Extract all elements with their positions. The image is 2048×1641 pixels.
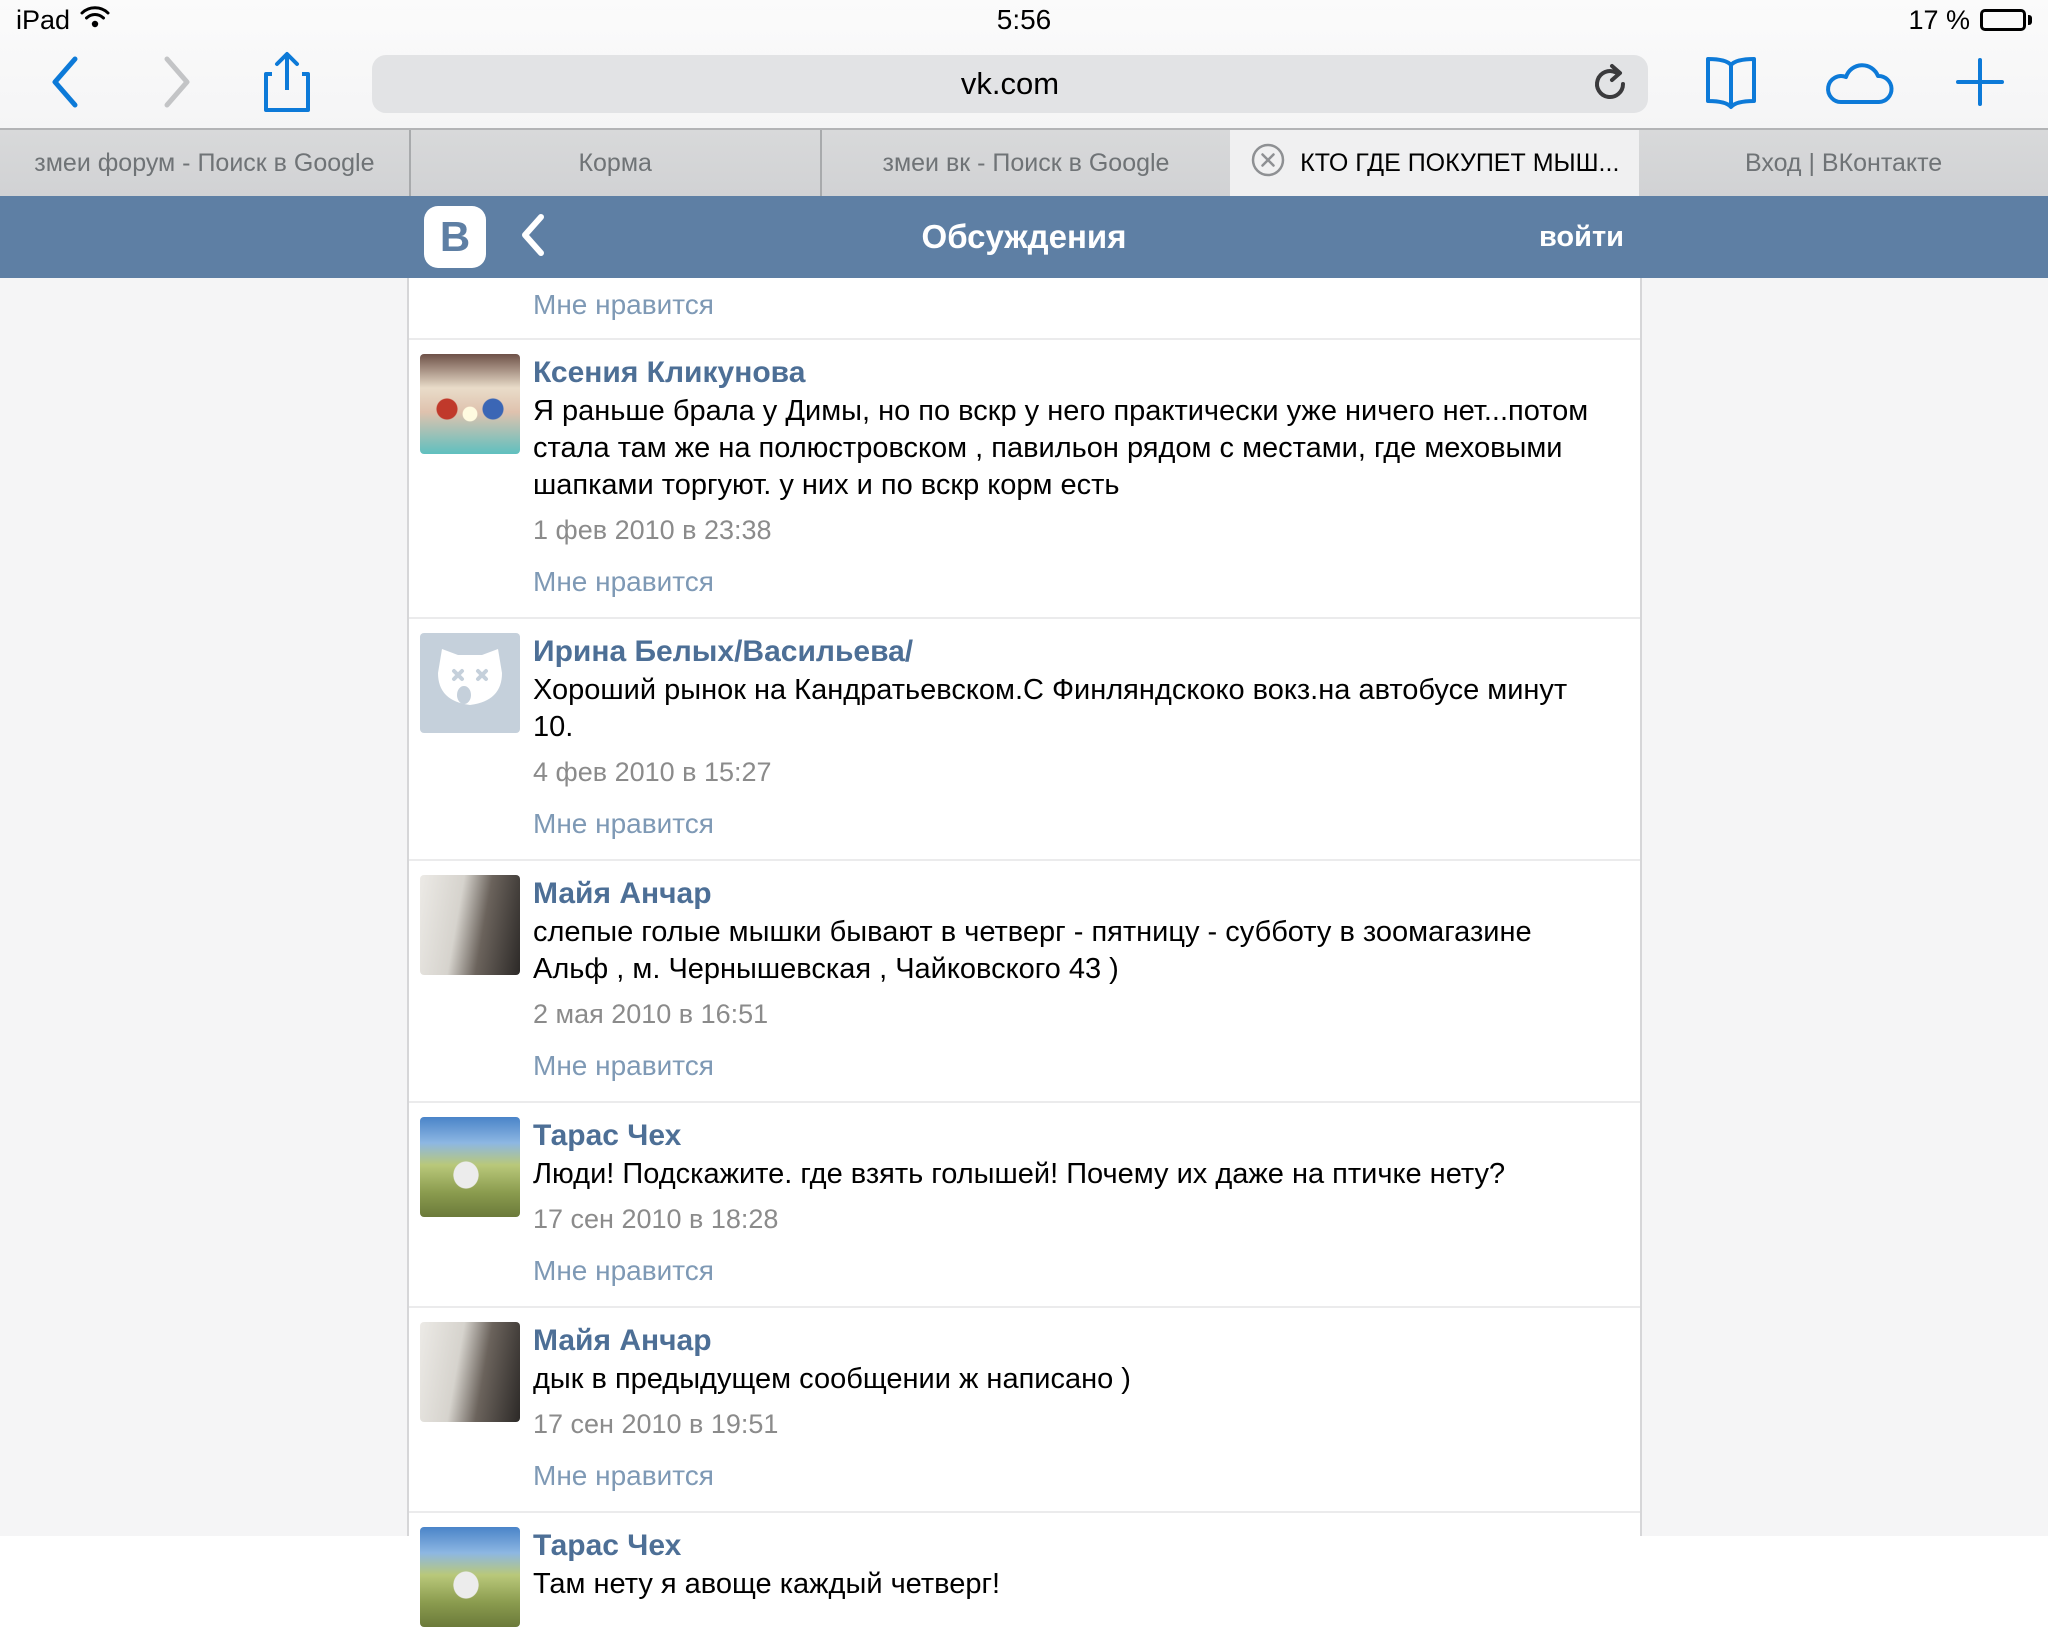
- content-area: [0, 278, 2048, 1600]
- like-link[interactable]: Мне нравится: [533, 566, 714, 597]
- tab-label: змеи вк - Поиск в Google: [882, 148, 1170, 177]
- vk-logo[interactable]: В: [424, 206, 486, 268]
- bookmarks-icon: [1700, 51, 1762, 118]
- discussion-column: [407, 278, 1642, 1600]
- like-link[interactable]: Мне нравится: [533, 289, 714, 320]
- new-tab-button[interactable]: [1954, 56, 2006, 113]
- share-button[interactable]: [262, 50, 312, 119]
- login-button[interactable]: войти: [1538, 220, 1624, 253]
- post-date: 1 фев 2010 в 23:38: [533, 515, 772, 545]
- tab-korma[interactable]: [411, 130, 822, 196]
- share-icon: [262, 50, 312, 119]
- clock: 5:56: [996, 4, 1052, 35]
- post-text: Хороший рынок на Кандратьевском.С Финляндскоко вокз.на автобусе минут 10.: [533, 674, 1568, 743]
- page-title: Обсуждения: [921, 218, 1127, 255]
- tab-label: КТО ГДЕ ПОКУПЕТ МЫШ...: [1300, 148, 1620, 177]
- carrier-label: iPad: [16, 4, 71, 35]
- tab-close-icon[interactable]: [1250, 142, 1286, 185]
- previous-post-like-row: [409, 278, 1640, 340]
- author-link[interactable]: Майя Анчар: [533, 1324, 712, 1357]
- post-date: 2 мая 2010 в 16:51: [533, 999, 769, 1029]
- tab-snake-forum[interactable]: [0, 130, 411, 196]
- vk-header: [0, 196, 2048, 278]
- post: [409, 861, 1640, 1103]
- avatar[interactable]: [420, 633, 520, 733]
- like-link[interactable]: Мне нравится: [533, 1050, 714, 1081]
- author-link[interactable]: Майя Анчар: [533, 877, 712, 910]
- author-link[interactable]: Ксения Кликунова: [533, 356, 806, 389]
- post-text: Там нету я авоще каждый четверг!: [533, 1568, 1001, 1600]
- post-date: 17 сен 2010 в 18:28: [533, 1204, 779, 1234]
- default-dog-avatar-icon: [428, 639, 512, 728]
- avatar[interactable]: [420, 1527, 520, 1627]
- post: [409, 1103, 1640, 1308]
- post: [409, 1513, 1640, 1641]
- author-link[interactable]: Ирина Белых/Васильева/: [533, 635, 914, 668]
- new-tab-icon: [1954, 56, 2006, 113]
- tab-vk-login[interactable]: [1639, 130, 2048, 196]
- post-date: 4 фев 2010 в 15:27: [533, 757, 772, 787]
- forward-button[interactable]: [162, 54, 192, 115]
- tab-active-discussion[interactable]: [1230, 130, 1639, 196]
- like-link[interactable]: Мне нравится: [533, 1460, 714, 1491]
- safari-toolbar: [0, 40, 2048, 128]
- tab-bar: [0, 128, 2048, 196]
- like-link[interactable]: Мне нравится: [533, 1255, 714, 1286]
- avatar[interactable]: [420, 354, 520, 454]
- battery-percent-label: 17 %: [1908, 4, 1970, 35]
- back-icon: [50, 54, 80, 115]
- avatar[interactable]: [420, 875, 520, 975]
- author-link[interactable]: Тарас Чех: [533, 1529, 682, 1562]
- tab-label: Вход | ВКонтакте: [1744, 148, 1943, 177]
- post-date: 17 сен 2010 в 19:51: [533, 1409, 779, 1439]
- url-text: vk.com: [960, 66, 1060, 101]
- post-text: Я раньше брала у Димы, но по вскр у него практически уже ничего нет...потом стала там же на полюстровском , павильон рядом с местами, где меховыми шапками торгуют. у них и по вскр корм есть: [533, 395, 1589, 501]
- author-link[interactable]: Тарас Чех: [533, 1119, 682, 1152]
- post: [409, 1308, 1640, 1513]
- tab-label: Корма: [578, 148, 652, 177]
- post: [409, 340, 1640, 619]
- tab-snake-vk[interactable]: [822, 130, 1231, 196]
- bookmarks-button[interactable]: [1700, 51, 1762, 118]
- post: [409, 619, 1640, 861]
- icloud-tabs-button[interactable]: [1824, 56, 1896, 113]
- post-text: Люди! Подскажите. где взять голышей! Почему их даже на птичке нету?: [533, 1158, 1506, 1190]
- refresh-icon: [1590, 64, 1630, 104]
- status-bar: [0, 0, 2048, 40]
- back-button[interactable]: [50, 54, 80, 115]
- tab-label: змеи форум - Поиск в Google: [34, 148, 375, 177]
- post-text: дык в предыдущем сообщении ж написано ): [533, 1363, 1131, 1395]
- browser-chrome: [0, 0, 2048, 128]
- cloud-icon: [1824, 56, 1896, 113]
- avatar[interactable]: [420, 1117, 520, 1217]
- like-link[interactable]: Мне нравится: [533, 808, 714, 839]
- forward-icon: [162, 54, 192, 115]
- avatar[interactable]: [420, 1322, 520, 1422]
- refresh-button[interactable]: [1590, 64, 1630, 109]
- post-text: слепые голые мышки бывают в четверг - пятницу - субботу в зоомагазине Альф , м. Чернышевская , Чайковского 43 ): [533, 916, 1532, 985]
- address-bar[interactable]: [372, 55, 1648, 113]
